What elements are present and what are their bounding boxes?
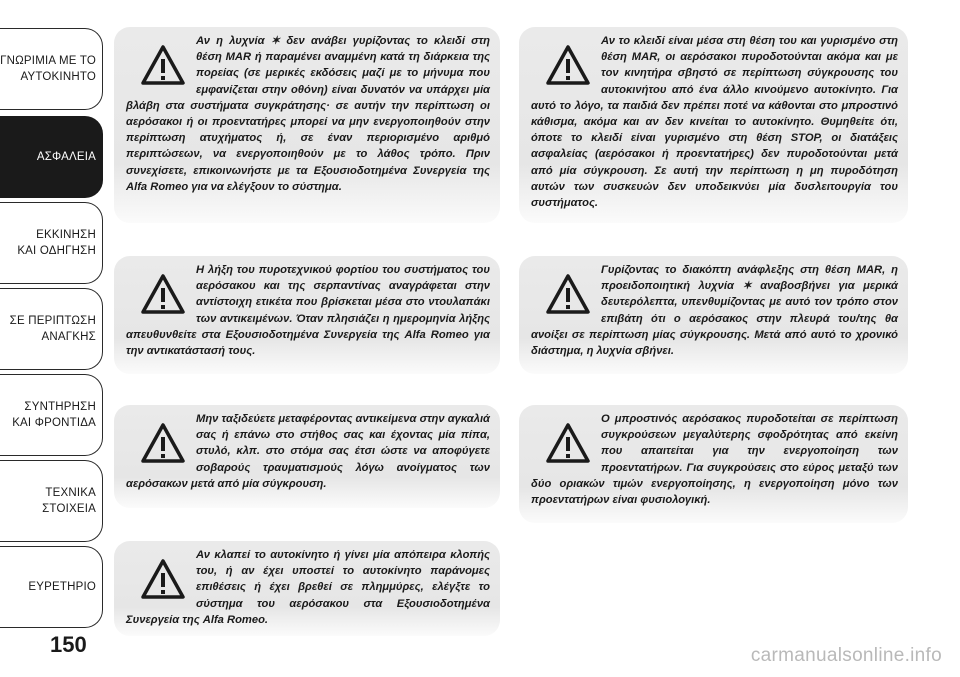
warning-text: Αν η λυχνία ✶ δεν ανάβει γυρίζοντας το κλειδί στη θέση MAR ή παραμένει αναμμένη κατά τη διάρκεια της πορείας (σε μερικές εκδόσεις μαζί με το μήνυμα που εμφανίζεται στην οθόνη) είναι δυνατόν να υπάρχει μία βλάβη στα συστήματα συγκράτησης· σε αυτήν την περίπτωση οι αερόσακοι ή οι προεντατήρες μπορεί να μην ενεργοποιηθούν στην περίπτωση ατυχήματος ή, σε έναν περιορισμένο αριθμό περιπτώσεων, να ενεργοποιηθούν με το λάθος τρόπο. Πριν συνεχίσετε, επικοινωνήστε με τα Εξουσιοδοτημένα Συνεργεία της Alfa Romeo για να ελέγξουν το σύστημα. [126,35,490,193]
warning-box [519,27,908,223]
warning-text: Μην ταξιδεύετε μεταφέροντας αντικείμενα στην αγκαλιά σας ή επάνω στο στήθος σας και έχοντας μία πίπα, στυλό, κλπ. στο στόμα σας έτσι ώστε να αποφύγετε σοβαρούς τραυματισμούς λόγω ανοίγματος των αερόσακων μετά από μία σύγκρουση. [126,413,490,490]
tab-technical-data[interactable] [0,460,103,542]
warning-box [519,405,908,523]
warning-box [114,405,500,508]
warning-text: Η λήξη του πυροτεχνικού φορτίου του συστήματος του αερόσακου και της σερπαντίνας αναγράφεται στην αντίστοιχη ετικέτα που βρίσκεται μέσα στο ντουλαπάκι των αντικειμένων. Όταν πλησιάζει η ημερομηνία λήξης απευθυνθείτε στα Εξουσιοδοτημένα Συνεργεία της Alfa Romeo για την αντικατάστασή τους. [126,264,490,358]
tab-safety[interactable] [0,116,103,198]
warning-box [114,256,500,374]
warning-box [519,256,908,374]
tab-getting-to-know[interactable] [0,28,103,110]
warning-text: Αν το κλειδί είναι μέσα στη θέση του και γυρισμένο στη θέση MAR, οι αερόσακοι πυροδοτούνται ακόμα και με τον κινητήρα σβηστό σε περίπτωση σύγκρουσης του αυτοκινήτου από ένα άλλο κινούμενο αυτοκίνητο. Για αυτό το λόγο, τα παιδιά δεν πρέπει ποτέ να κάθονται στο μπροστινό κάθισμα, ακόμα και αν δεν κινείται το αυτοκίνητο. Θυμηθείτε ότι, όποτε το κλειδί είναι γυρισμένο στη θέση STOP, οι διατάξεις ασφαλείας (αερόσακοι ή προεντατήρες) δεν πυροδοτούνται μετά από μία σύγκρουση. Σε αυτή την περίπτωση η μη πυροδότηση αυτών των συσκευών δεν υποδεικνύει μία δυσλειτουργία του συστήματος. [531,35,898,210]
tab-emergency[interactable] [0,288,103,370]
tab-label: ΤΕΧΝΙΚΑ ΣΤΟΙΧΕΙΑ [42,487,96,515]
tab-index[interactable] [0,546,103,628]
warning-text: Γυρίζοντας το διακόπτη ανάφλεξης στη θέση MAR, η προειδοποιητική λυχνία ✶ αναβοσβήνει για μερικά δευτερόλεπτα, υπενθυμίζοντας με αυτό τον τρόπο στον επιβάτη ότι ο αερόσακος στην πλευρά του/της θα ανοίξει σε περίπτωση μίας σύγκρουσης. Μετά από αυτό το χρονικό διάστημα, η λυχνία σβήνει. [531,264,898,358]
warning-box [114,27,500,223]
warning-text: Αν κλαπεί το αυτοκίνητο ή γίνει μία απόπειρα κλοπής του, ή αν έχει υποστεί το αυτοκίνητο παράνομες επιθέσεις ή έχει βρεθεί σε πλημμύρες, ελέγξτε το σύστημα του αερόσακου στα Εξουσιοδοτημένα Συνεργεία της Alfa Romeo. [126,549,490,626]
chapter-tabs [0,0,103,630]
watermark: carmanualsonline.info [750,645,942,666]
warning-triangle-icon [140,557,186,601]
page-number: 150 [50,632,87,657]
warning-triangle-icon [545,272,591,316]
tab-starting-driving[interactable] [0,202,103,284]
warning-box [114,541,500,636]
tab-label: ΕΚΚΙΝΗΣΗ ΚΑΙ ΟΔΗΓΗΣΗ [17,229,96,257]
warning-triangle-icon [140,421,186,465]
warning-triangle-icon [545,43,591,87]
warning-triangle-icon [140,272,186,316]
warning-triangle-icon [140,43,186,87]
tab-label: ΕΥΡΕΤΗΡΙΟ [28,581,96,593]
tab-label: ΣΕ ΠΕΡΙΠΤΩΣΗ ΑΝΑΓΚΗΣ [9,315,96,343]
warning-triangle-icon [545,421,591,465]
tab-label: ΓΝΩΡΙΜΙΑ ΜΕ ΤΟ ΑΥΤΟΚΙΝΗΤΟ [0,55,96,83]
tab-label: ΣΥΝΤΗΡΗΣΗ ΚΑΙ ΦΡΟΝΤΙΔΑ [12,401,96,429]
tab-maintenance[interactable] [0,374,103,456]
tab-label: ΑΣΦΑΛΕΙΑ [36,151,96,163]
warning-text: Ο μπροστινός αερόσακος πυροδοτείται σε περίπτωση συγκρούσεων μεγαλύτερης σφοδρότητας από εκείνη που απαιτείται για την ενεργοποίηση των προεντατήρων. Για συγκρούσεις στο εύρος μεταξύ των δύο οριακών τιμών ενεργοποίησης, η ενεργοποίηση μόνο των προεντατήρων είναι φυσιολογική. [531,413,898,507]
